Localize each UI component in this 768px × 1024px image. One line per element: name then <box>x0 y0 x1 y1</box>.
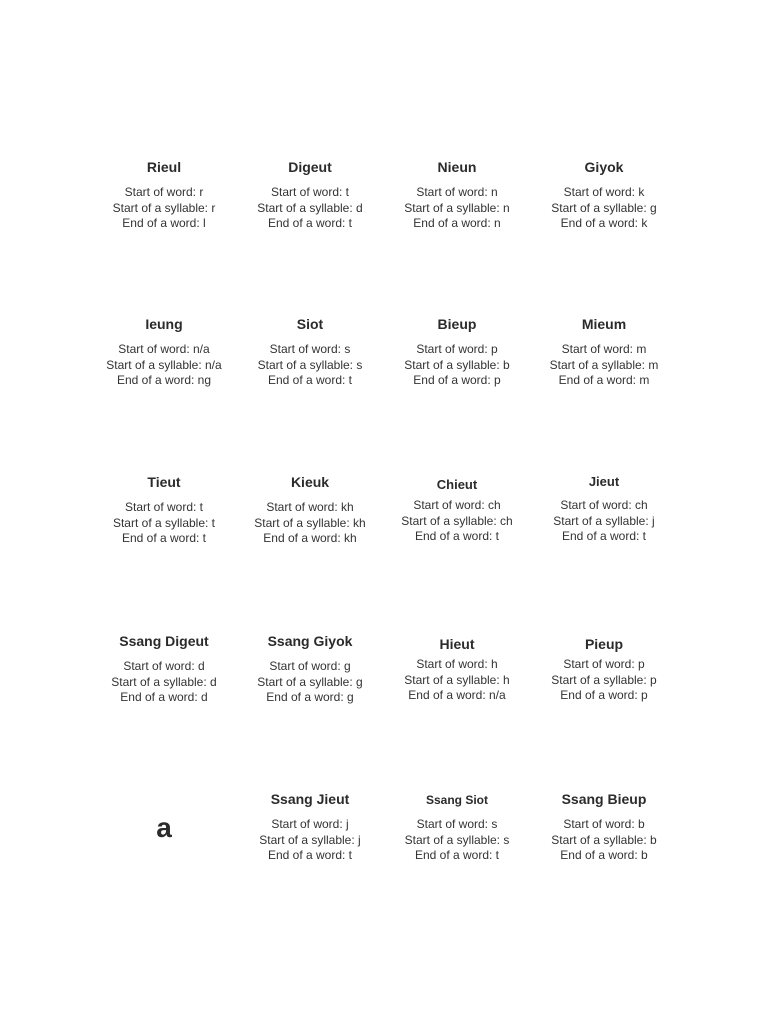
start-of-syllable-text: Start of a syllable: ch <box>401 513 513 528</box>
card-title: Kieuk <box>290 474 330 490</box>
card-title: Ssang Digeut <box>119 633 209 649</box>
start-of-syllable-text: Start of a syllable: m <box>549 357 659 372</box>
end-of-word-text: End of a word: b <box>560 848 648 863</box>
card-siot <box>235 315 385 389</box>
start-of-syllable-text: Start of a syllable: t <box>112 515 216 530</box>
start-of-word-text: Start of word: ch <box>413 498 501 512</box>
start-of-syllable-text: Start of a syllable: j <box>553 513 655 528</box>
card-title: Pieup <box>584 636 624 652</box>
start-of-word-text: Start of word: s <box>416 817 498 831</box>
start-of-syllable-text: Start of a syllable: n <box>404 200 510 215</box>
end-of-word-text: End of a word: t <box>561 529 647 544</box>
end-of-word-text: End of a word: ng <box>116 373 212 388</box>
card-nieun <box>382 158 532 232</box>
end-of-word-text: End of a word: t <box>267 848 353 863</box>
card-lines <box>529 657 679 704</box>
card-lines <box>235 659 385 706</box>
start-of-syllable-text: Start of a syllable: n/a <box>106 357 222 372</box>
start-of-syllable-text: Start of a syllable: kh <box>254 515 366 530</box>
card-lines <box>529 185 679 232</box>
start-of-word-text: Start of word: k <box>563 185 645 199</box>
card-hieut <box>382 635 532 704</box>
end-of-word-text: End of a word: t <box>414 848 500 863</box>
card-title: Mieum <box>581 316 627 332</box>
card-jieut <box>529 473 679 545</box>
card-title: Giyok <box>584 159 624 175</box>
start-of-word-text: Start of word: g <box>269 659 351 673</box>
card-title: Ssang Jieut <box>270 791 350 807</box>
start-of-syllable-text: Start of a syllable: s <box>257 357 363 372</box>
card-mieum <box>529 315 679 389</box>
card-lines <box>382 817 532 864</box>
card-lines <box>235 817 385 864</box>
end-of-word-text: End of a word: m <box>558 373 650 388</box>
end-of-word-text: End of a word: kh <box>263 531 357 546</box>
start-of-word-text: Start of word: t <box>270 185 350 199</box>
card-bieup <box>382 315 532 389</box>
start-of-syllable-text: Start of a syllable: g <box>551 200 657 215</box>
start-of-word-text: Start of word: p <box>563 657 645 671</box>
start-of-word-text: Start of word: j <box>271 817 349 831</box>
end-of-word-text: End of a word: p <box>413 373 501 388</box>
card-rieul <box>89 158 239 232</box>
card-kieuk <box>235 473 385 547</box>
card-lines <box>235 342 385 389</box>
end-of-word-text: End of a word: t <box>121 531 207 546</box>
card-pieup <box>529 635 679 704</box>
card-lines <box>382 498 532 545</box>
card-lines <box>89 185 239 232</box>
card-ssang-digeut <box>89 632 239 706</box>
end-of-word-text: End of a word: l <box>122 216 206 231</box>
card-title: Ssang Siot <box>425 793 488 807</box>
end-of-word-text: End of a word: n <box>413 216 501 231</box>
card-lines <box>89 500 239 547</box>
end-of-word-text: End of a word: d <box>120 690 208 705</box>
card-lines <box>235 500 385 547</box>
end-of-word-text: End of a word: p <box>560 688 648 703</box>
start-of-word-text: Start of word: m <box>561 342 647 356</box>
card-lines <box>529 342 679 389</box>
start-of-syllable-text: Start of a syllable: b <box>551 832 657 847</box>
end-of-word-text: End of a word: g <box>266 690 354 705</box>
end-of-word-text: End of a word: k <box>560 216 648 231</box>
start-of-word-text: Start of word: s <box>269 342 351 356</box>
card-lines <box>382 342 532 389</box>
card-title: Ssang Giyok <box>267 633 353 649</box>
card-giyok <box>529 158 679 232</box>
card-ssang-bieup <box>529 790 679 864</box>
start-of-word-text: Start of word: n <box>416 185 498 199</box>
start-of-syllable-text: Start of a syllable: d <box>257 200 363 215</box>
card-lines <box>89 342 239 389</box>
start-of-word-text: Start of word: kh <box>266 500 354 514</box>
start-of-word-text: Start of word: b <box>563 817 645 831</box>
card-title: Chieut <box>436 477 478 492</box>
card-lines <box>529 498 679 545</box>
card-title: Nieun <box>437 159 477 175</box>
start-of-word-text: Start of word: h <box>416 657 498 671</box>
end-of-word-text: End of a word: t <box>414 529 500 544</box>
start-of-word-text: Start of word: n/a <box>118 342 210 356</box>
start-of-word-text: Start of word: d <box>123 659 205 673</box>
card-lines <box>529 817 679 864</box>
start-of-word-text: Start of word: t <box>124 500 204 514</box>
start-of-syllable-text: Start of a syllable: h <box>404 672 510 687</box>
card-title: Tieut <box>147 474 181 490</box>
card-lines <box>382 185 532 232</box>
card-title: Ssang Bieup <box>561 791 647 807</box>
start-of-syllable-text: Start of a syllable: d <box>111 674 217 689</box>
card-lines <box>89 659 239 706</box>
card-digeut <box>235 158 385 232</box>
card-lines <box>382 657 532 704</box>
card-ieung <box>89 315 239 389</box>
card-ssang-giyok <box>235 632 385 706</box>
start-of-syllable-text: Start of a syllable: s <box>404 832 510 847</box>
end-of-word-text: End of a word: n/a <box>408 688 506 703</box>
card-tieut <box>89 473 239 547</box>
start-of-word-text: Start of word: p <box>416 342 498 356</box>
card-title: Jieut <box>588 474 620 489</box>
card-title: Siot <box>296 316 324 332</box>
end-of-word-text: End of a word: t <box>267 216 353 231</box>
start-of-syllable-text: Start of a syllable: j <box>259 832 361 847</box>
card-ssang-siot <box>382 791 532 864</box>
card-lines <box>235 185 385 232</box>
start-of-word-text: Start of word: ch <box>560 498 648 512</box>
start-of-word-text: Start of word: r <box>124 185 204 199</box>
standalone-letter: a <box>156 812 172 843</box>
card-title: Hieut <box>439 636 475 652</box>
end-of-word-text: End of a word: t <box>267 373 353 388</box>
card-title: Rieul <box>146 159 182 175</box>
card-chieut <box>382 476 532 545</box>
start-of-syllable-text: Start of a syllable: b <box>404 357 510 372</box>
card-title: Bieup <box>437 316 477 332</box>
card-title: Digeut <box>288 159 332 175</box>
card-title: Ieung <box>145 316 183 332</box>
start-of-syllable-text: Start of a syllable: r <box>112 200 216 215</box>
start-of-syllable-text: Start of a syllable: p <box>551 672 657 687</box>
start-of-syllable-text: Start of a syllable: g <box>257 674 363 689</box>
card-ssang-jieut <box>235 790 385 864</box>
